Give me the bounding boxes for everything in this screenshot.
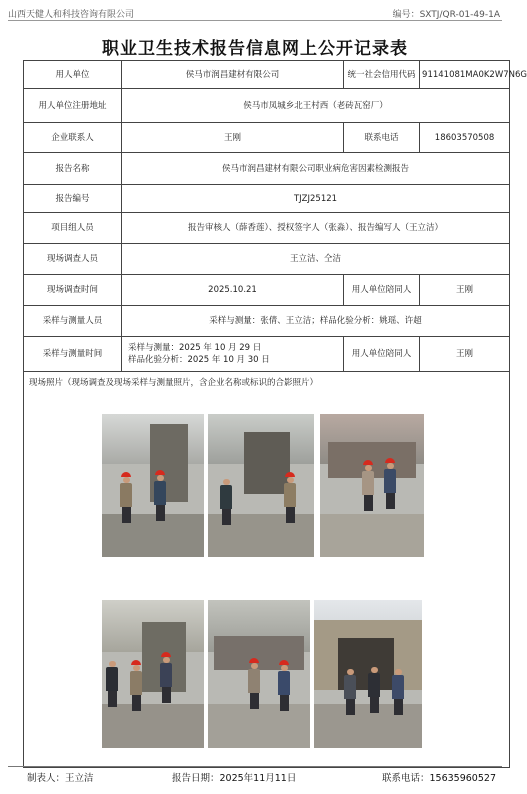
photo-floor (102, 704, 204, 748)
team-label: 项目组人员 (24, 213, 122, 244)
worker-figure (384, 458, 396, 509)
header-divider (8, 20, 502, 21)
worker-figure (362, 460, 374, 511)
table-row (24, 123, 510, 153)
sampling-time-value (122, 337, 344, 372)
sampling-staff-value: 采样与测量：张倩、王立洁；样品化验分析：姚瑶、许超 (122, 306, 510, 337)
table-row (24, 275, 510, 306)
employer-value: 侯马市润昌建材有限公司 (122, 61, 344, 89)
worker-figure (220, 474, 232, 525)
employer-label: 用人单位 (24, 61, 122, 89)
footer-divider (8, 766, 502, 767)
phone-label: 联系电话 (344, 123, 420, 153)
worker-figure (392, 664, 404, 715)
table-row (24, 153, 510, 185)
footer-report-date: 报告日期：2025年11月11日 (172, 773, 297, 784)
survey-staff-value: 王立洁、仝洁 (122, 244, 510, 275)
table-row (24, 244, 510, 275)
worker-figure (368, 662, 380, 713)
table-row (24, 372, 510, 768)
phone-value: 18603570508 (420, 123, 510, 153)
address-label: 用人单位注册地址 (24, 89, 122, 123)
table-row (24, 89, 510, 123)
worker-figure (278, 660, 290, 711)
team-value: 报告审核人（薛香莲）、授权签字人（张淼）、报告编写人（王立洁） (122, 213, 510, 244)
site-photo-3 (320, 414, 424, 557)
address-value: 侯马市凤城乡北王村西（老砖瓦窑厂） (122, 89, 510, 123)
photo-floor (208, 704, 310, 748)
sampling-date-line: 采样与测量：2025 年 10 月 29 日 (128, 343, 262, 353)
table-row (24, 61, 510, 89)
escort2-value: 王刚 (420, 337, 510, 372)
footer-phone: 联系电话：15635960527 (382, 773, 496, 784)
report-name-value: 侯马市润昌建材有限公司职业病危害因素检测报告 (122, 153, 510, 185)
photo-floor (320, 514, 424, 557)
site-photo-5 (208, 600, 310, 748)
photos-caption: 现场照片（现场调查及现场采样与测量照片，含企业名称或标识的合影照片） (29, 378, 319, 388)
report-number-value: TJZJ25121 (122, 185, 510, 213)
page-title: 职业卫生技术报告信息网上公开记录表 (102, 39, 408, 59)
worker-figure (248, 658, 260, 709)
contact-value: 王刚 (122, 123, 344, 153)
credit-code-label: 统一社会信用代码 (344, 61, 420, 89)
record-table (23, 60, 527, 768)
table-row (24, 185, 510, 213)
photos-cell (24, 372, 510, 768)
contact-label: 企业联系人 (24, 123, 122, 153)
escort2-label: 用人单位陪同人 (344, 337, 420, 372)
footer-preparer: 制表人：王立洁 (27, 773, 94, 784)
table-row (24, 213, 510, 244)
survey-time-label: 现场调查时间 (24, 275, 122, 306)
sampling-staff-label: 采样与测量人员 (24, 306, 122, 337)
worker-figure (160, 652, 172, 703)
escort-value: 王刚 (420, 275, 510, 306)
report-number-label: 报告编号 (24, 185, 122, 213)
sampling-time-label: 采样与测量时间 (24, 337, 122, 372)
table-row (24, 306, 510, 337)
escort-label: 用人单位陪同人 (344, 275, 420, 306)
worker-figure (106, 656, 118, 707)
survey-time-value: 2025.10.21 (122, 275, 344, 306)
photo-floor (102, 514, 204, 557)
site-photo-1 (102, 414, 204, 557)
table-row (24, 337, 510, 372)
worker-figure (130, 660, 142, 711)
site-photo-6 (314, 600, 422, 748)
site-photo-4 (102, 600, 204, 748)
header-doc-number: 编号：SXTJ/QR-01-49-1A (392, 10, 500, 20)
analysis-date-line: 样品化验分析：2025 年 10 月 30 日 (128, 355, 270, 365)
survey-staff-label: 现场调查人员 (24, 244, 122, 275)
worker-figure (120, 472, 132, 523)
worker-figure (154, 470, 166, 521)
worker-figure (344, 664, 356, 715)
site-photo-2 (208, 414, 314, 557)
header-company: 山西天健人和科技咨询有限公司 (8, 10, 135, 20)
credit-code-value: 91141081MA0K2W7N6G (420, 61, 510, 89)
report-name-label: 报告名称 (24, 153, 122, 185)
worker-figure (284, 472, 296, 523)
